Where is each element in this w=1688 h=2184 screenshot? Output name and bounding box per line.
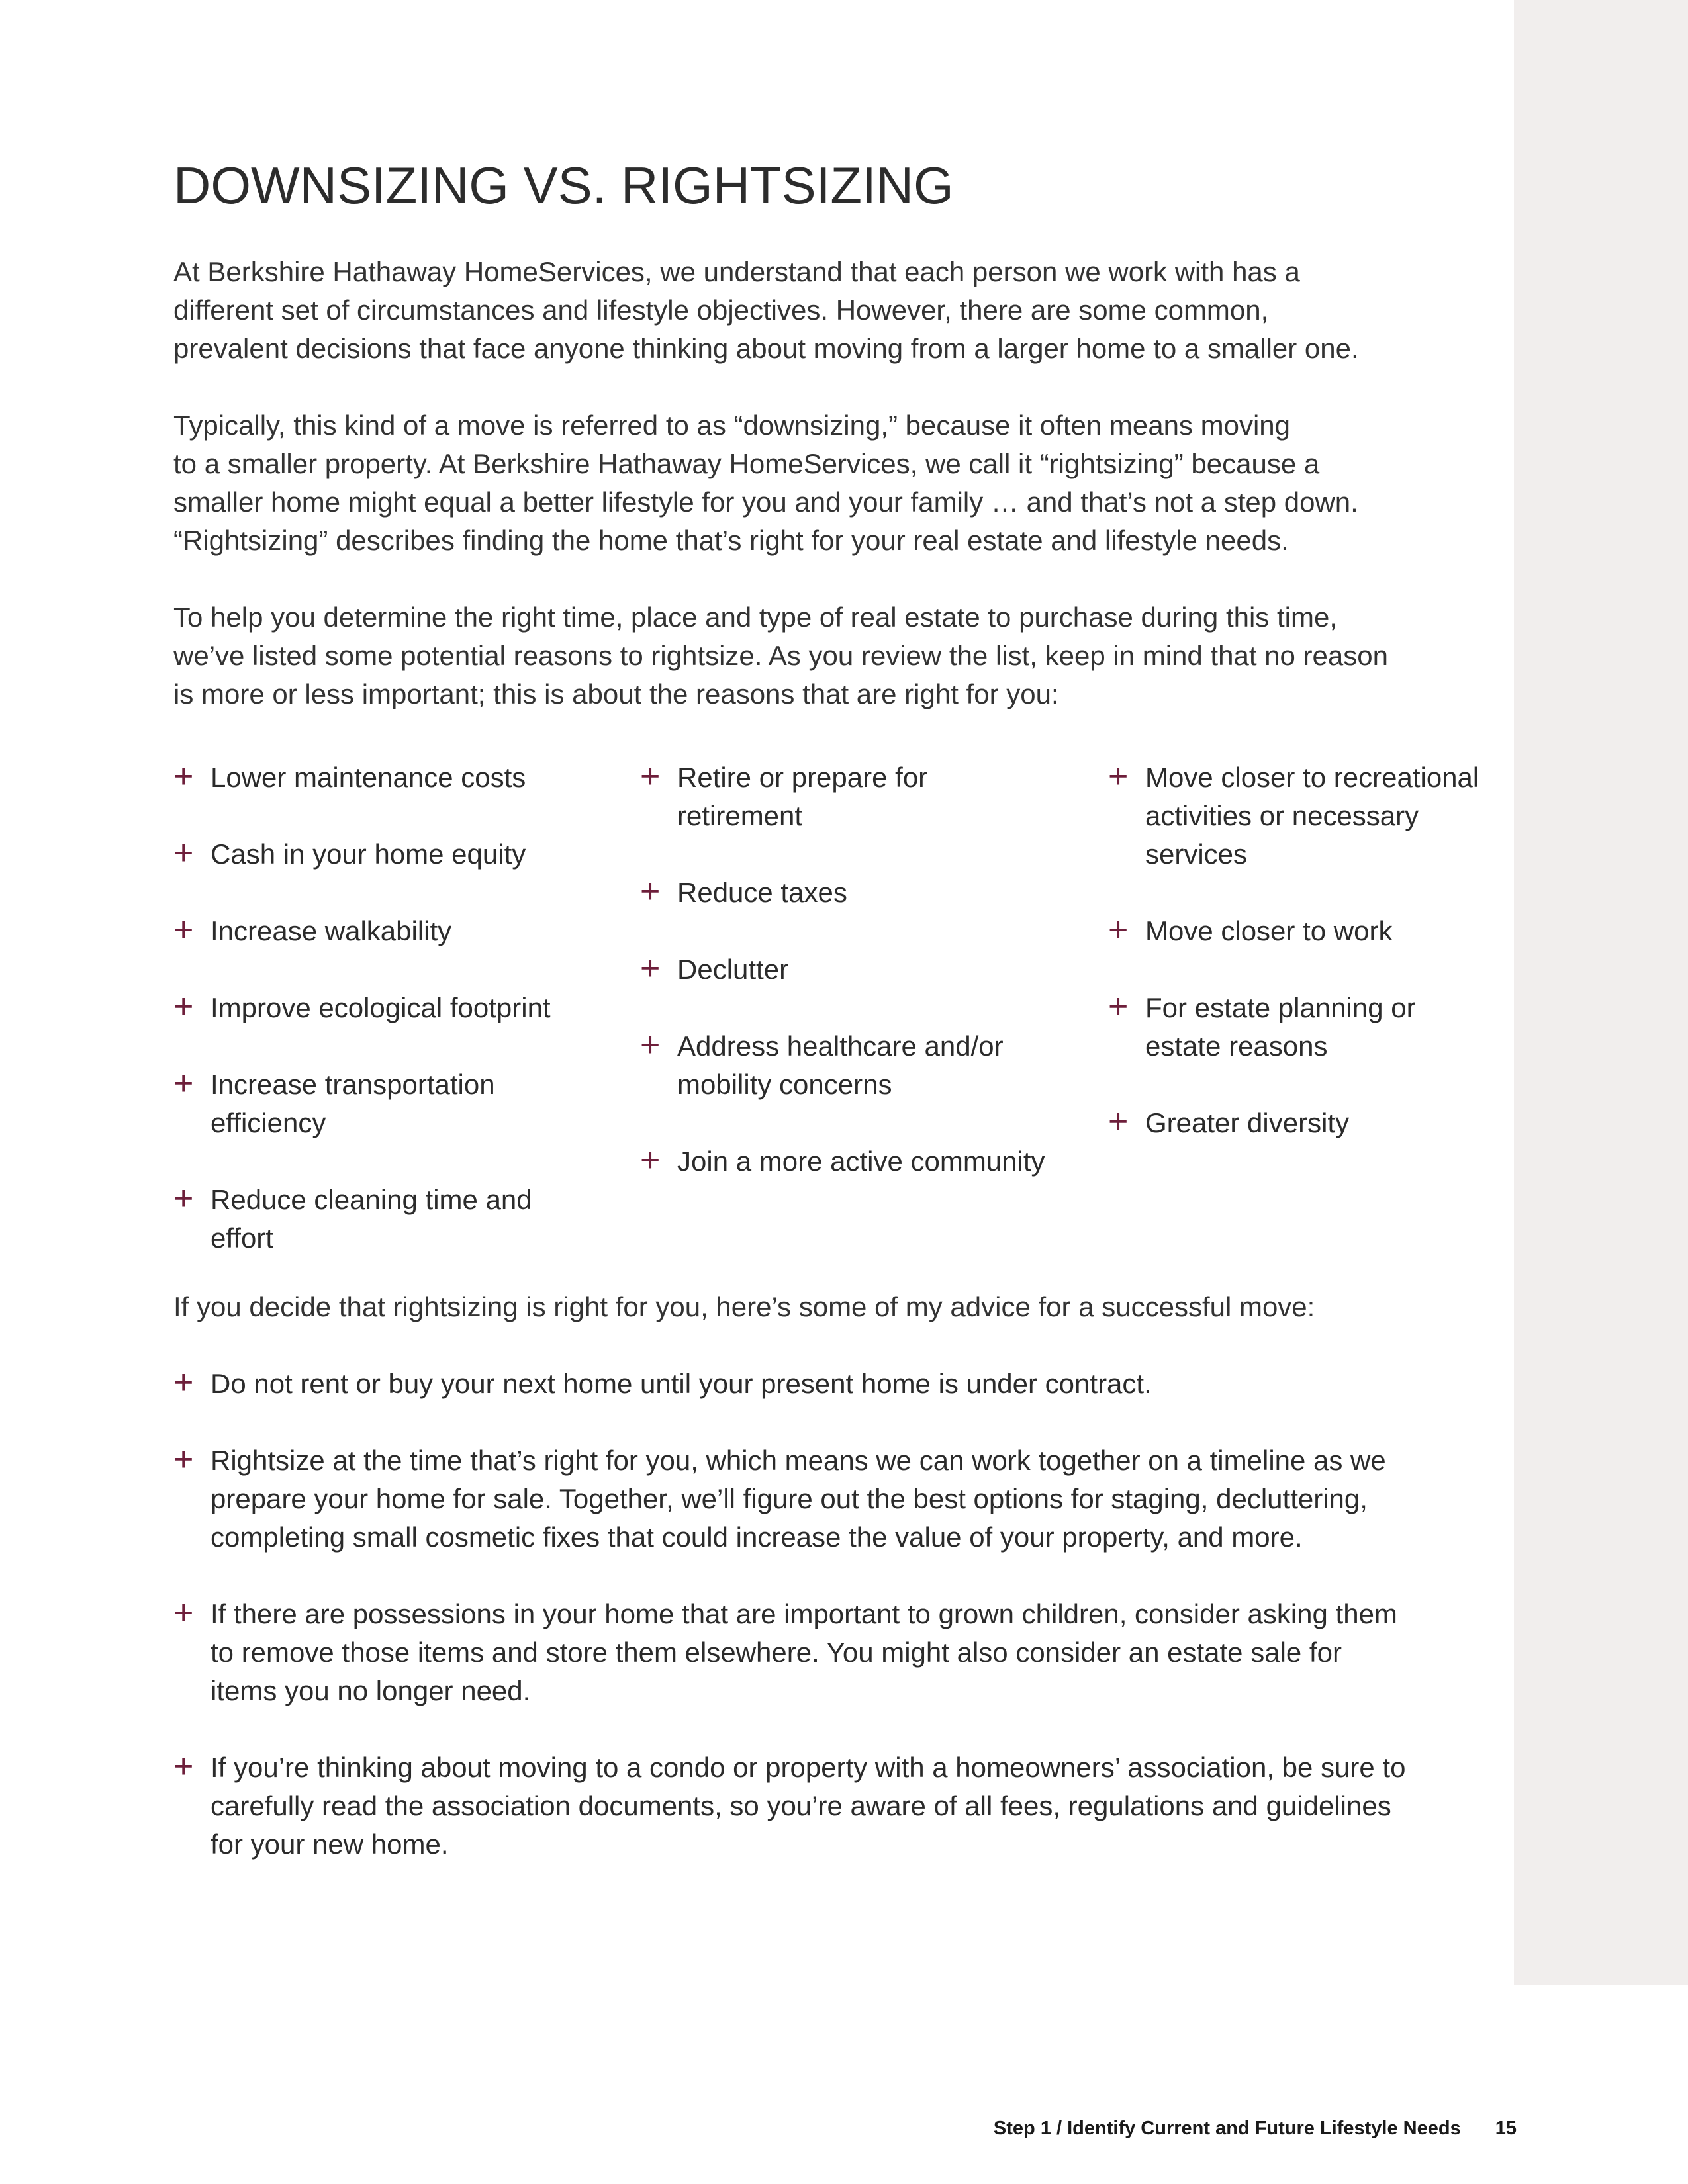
- reason-text: For estate planning or estate reasons: [1145, 992, 1416, 1062]
- reason-text: Move closer to work: [1145, 915, 1393, 946]
- advice-text: Rightsize at the time that’s right for you, which means we can work together on a timeline as we prepare your home for sale. Together, we’ll figure out the best options for staging, decluttering, completing small cosmetic fixes that could increase the value of your property, and more.: [211, 1445, 1386, 1553]
- plus-icon: +: [640, 872, 661, 911]
- page-content: [173, 154, 1484, 1902]
- advice-intro: If you decide that rightsizing is right for you, here’s some of my advice for a successful move:: [173, 1291, 1315, 1322]
- advice-text: Do not rent or buy your next home until your present home is under contract.: [211, 1368, 1152, 1399]
- reason-item: [1108, 912, 1505, 950]
- reason-text: Declutter: [677, 954, 789, 985]
- reason-item: [173, 1066, 584, 1142]
- plus-icon: +: [173, 1747, 194, 1786]
- reason-item: [1108, 758, 1505, 874]
- reason-text: Retire or prepare for retirement: [677, 762, 928, 831]
- reasons-list: [173, 758, 1484, 1288]
- plus-icon: +: [1108, 1103, 1129, 1141]
- plus-icon: +: [640, 1141, 661, 1179]
- plus-icon: +: [1108, 911, 1129, 949]
- plus-icon: +: [640, 949, 661, 987]
- plus-icon: +: [173, 834, 194, 872]
- reason-item: [1108, 1104, 1505, 1142]
- reason-item: [173, 835, 584, 874]
- advice-text: If there are possessions in your home that are important to grown children, consider asking them to remove those items and store them elsewhere. You might also consider an estate sale for items you no longer need.: [211, 1598, 1397, 1706]
- reason-item: [640, 874, 1064, 912]
- advice-text: If you’re thinking about moving to a condo or property with a homeowners’ association, be sure to carefully read the association documents, so you’re aware of all fees, regulations and guidelines for your new home.: [211, 1752, 1406, 1860]
- reason-text: Address healthcare and/or mobility concerns: [677, 1030, 1004, 1100]
- reason-text: Increase transportation efficiency: [211, 1069, 495, 1138]
- reasons-column-1: [173, 758, 584, 1296]
- reason-text: Reduce cleaning time and effort: [211, 1184, 532, 1253]
- advice-item: [173, 1595, 1484, 1710]
- advice-item: [173, 1441, 1484, 1557]
- plus-icon: +: [173, 1594, 194, 1632]
- plus-icon: +: [1108, 757, 1129, 796]
- advice-item: [173, 1749, 1484, 1864]
- plus-icon: +: [640, 1026, 661, 1064]
- reason-item: [1108, 989, 1505, 1066]
- reason-text: Cash in your home equity: [211, 839, 526, 870]
- plus-icon: +: [640, 757, 661, 796]
- reason-item: [173, 912, 584, 950]
- reason-item: [640, 950, 1064, 989]
- page-footer: [994, 2115, 1517, 2142]
- plus-icon: +: [173, 1064, 194, 1103]
- intro-paragraph: At Berkshire Hathaway HomeServices, we understand that each person we work with has a different set of circumstances and lifestyle objectives. However, there are some common, prevalent decisions that face anyone thinking about moving from a larger home to a smaller one.: [173, 256, 1359, 364]
- reason-text: Improve ecological footprint: [211, 992, 551, 1023]
- intro-paragraph: Typically, this kind of a move is referred to as “downsizing,” because it often means moving to a smaller property. At Berkshire Hathaway HomeServices, we call it “rightsizing” because a smaller home might equal a better lifestyle for you and your family … and that’s not a step down. “Rightsizing” describes finding the home that’s right for your real estate and lifestyle needs.: [173, 410, 1358, 556]
- reason-text: Reduce taxes: [677, 877, 847, 908]
- reason-text: Increase walkability: [211, 915, 452, 946]
- plus-icon: +: [173, 1363, 194, 1402]
- intro-paragraph: To help you determine the right time, place and type of real estate to purchase during this time, we’ve listed some potential reasons to rightsize. As you review the list, keep in mind that no reason is more or less important; this is about the reasons that are right for you:: [173, 602, 1388, 709]
- reason-text: Join a more active community: [677, 1146, 1045, 1177]
- reasons-column-3: [1108, 758, 1505, 1181]
- reason-text: Lower maintenance costs: [211, 762, 526, 793]
- reason-item: [640, 1027, 1064, 1104]
- reason-item: [173, 989, 584, 1027]
- advice-list: [173, 1365, 1484, 1864]
- reason-text: Move closer to recreational activities or necessary services: [1145, 762, 1479, 870]
- page-number: 15: [1495, 2118, 1517, 2139]
- reason-item: [173, 1181, 584, 1257]
- reason-item: [640, 758, 1064, 835]
- footer-section-title: Step 1 / Identify Current and Future Lifestyle Needs: [993, 2118, 1461, 2139]
- plus-icon: +: [173, 1440, 194, 1479]
- reasons-column-2: [640, 758, 1064, 1219]
- advice-item: [173, 1365, 1484, 1403]
- plus-icon: +: [173, 757, 194, 796]
- plus-icon: +: [173, 987, 194, 1026]
- reason-text: Greater diversity: [1145, 1107, 1350, 1138]
- page-title: DOWNSIZING VS. RIGHTSIZING: [173, 156, 954, 214]
- reason-item: [173, 758, 584, 797]
- plus-icon: +: [173, 911, 194, 949]
- side-panel: [1514, 0, 1688, 1985]
- reason-item: [640, 1142, 1064, 1181]
- plus-icon: +: [173, 1179, 194, 1218]
- plus-icon: +: [1108, 987, 1129, 1026]
